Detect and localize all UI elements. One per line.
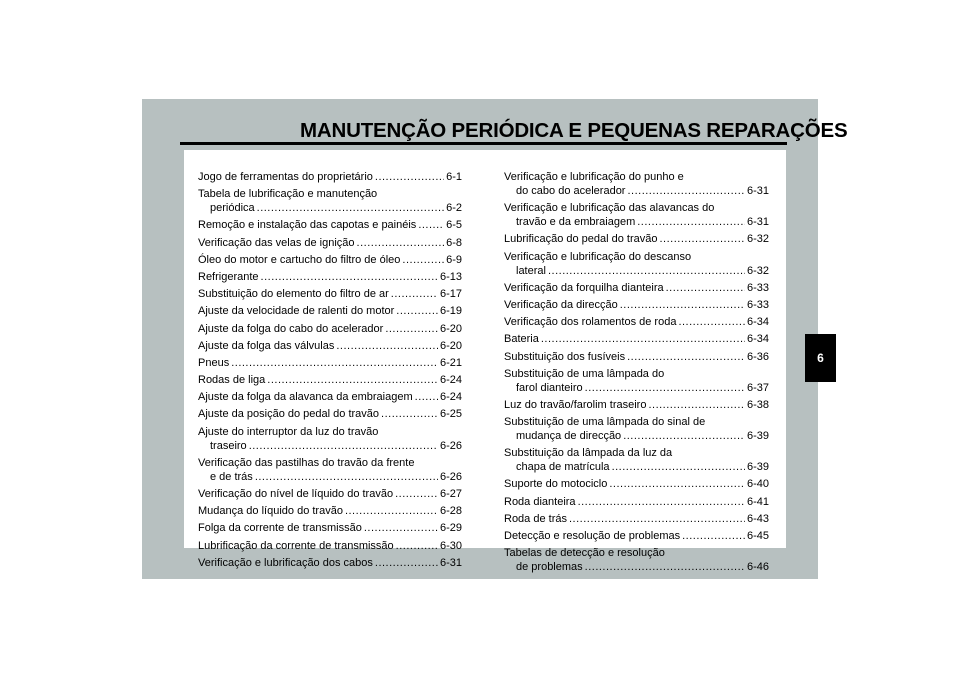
toc-entry[interactable] [198,556,462,570]
toc-entry-page: 6-43 [746,512,769,525]
toc-entry-title: Lubrificação do pedal do travão [504,233,658,246]
toc-entry-title: Verificação da forquilha dianteira [504,281,664,294]
toc-entry-line [504,415,769,429]
toc-entry-title: chapa de matrícula [516,461,610,474]
toc-entry-page: 6-24 [439,391,462,404]
toc-entry-page: 6-26 [439,439,462,452]
toc-column-right [504,170,769,577]
toc-entry[interactable] [504,281,769,295]
toc-entry-title: Refrigerante [198,270,259,283]
toc-entry[interactable] [504,232,769,246]
toc-dot-leader [627,350,745,364]
toc-entry-title: periódica [210,202,255,215]
toc-entry-line [198,287,462,301]
toc-dot-leader [402,253,444,267]
toc-entry-line [504,201,769,215]
toc-entry-line [198,187,462,201]
toc-entry-title: travão e da embraiagem [516,216,636,229]
toc-entry[interactable] [504,477,769,491]
toc-entry-page: 6-9 [446,253,462,266]
toc-entry-page: 6-33 [746,298,769,311]
toc-entry-line [504,332,769,346]
toc-dot-leader [357,236,445,250]
toc-entry-page: 6-29 [439,522,462,535]
toc-entry-line [504,529,769,543]
toc-entry-page: 6-30 [439,539,462,552]
toc-dot-leader [678,315,745,329]
toc-entry[interactable] [198,487,462,501]
toc-dot-leader [415,390,438,404]
toc-entry-line [198,236,462,250]
toc-entry-line [504,512,769,526]
toc-entry-line [198,390,462,404]
toc-entry-title: Verificação e lubrificação do punho e [504,171,684,183]
toc-dot-leader [541,332,745,346]
toc-entry-line [504,184,769,198]
toc-dot-leader [548,264,745,278]
toc-entry[interactable] [198,187,462,215]
toc-entry-line [198,456,462,470]
toc-dot-leader [585,560,745,574]
toc-entry-page: 6-27 [439,488,462,500]
toc-dot-leader [585,381,745,395]
toc-entry-page: 6-26 [439,470,462,483]
toc-entry-title: Ajuste da velocidade de ralenti do motor [198,305,395,318]
toc-entry[interactable] [198,425,462,453]
toc-entry-title: de problemas [516,561,583,574]
toc-entry-title: Substituição da lâmpada da luz da [504,447,673,460]
toc-entry-page: 6-38 [746,398,769,411]
toc-entry-title: Rodas de liga [198,374,266,387]
toc-entry-title: Verificação e lubrificação das alavancas do [504,202,715,215]
toc-entry-title: Jogo de ferramentas do proprietário [198,171,373,183]
toc-entry-line [504,281,769,295]
toc-entry[interactable] [198,456,462,484]
toc-dot-leader [395,487,438,501]
toc-entry[interactable] [198,218,462,232]
toc-dot-leader [612,460,745,474]
toc-entry-line [504,495,769,509]
toc-entry[interactable] [504,332,769,346]
toc-entry-page: 6-45 [746,530,769,542]
toc-dot-leader [364,521,438,535]
toc-entry-line [504,398,769,412]
toc-dot-leader [231,356,438,370]
toc-dot-leader [637,215,745,229]
toc-entry[interactable] [198,270,462,284]
toc-entry-title: Verificação da direcção [504,298,618,311]
toc-dot-leader [391,287,438,301]
toc-entry-page: 6-20 [439,322,462,335]
toc-entry-title: Ajuste da folga da alavanca da embraiagem [198,391,413,404]
toc-entry-line [504,264,769,278]
toc-entry-page: 6-24 [439,374,462,387]
toc-entry-title: Substituição de uma lâmpada do [504,367,665,380]
toc-entry-title: Verificação e lubrificação dos cabos [198,556,373,569]
toc-entry-title: e de trás [210,470,253,483]
toc-entry-line [198,270,462,284]
toc-entry-line [198,218,462,232]
toc-entry[interactable] [504,350,769,364]
toc-dot-leader [255,470,438,484]
toc-dot-leader [381,407,438,421]
toc-entry-page: 6-5 [446,219,462,232]
toc-entry[interactable] [198,504,462,518]
toc-entry-title: Folga da corrente de transmissão [198,522,362,535]
toc-entry[interactable] [198,287,462,301]
toc-entry-page: 6-8 [446,236,462,249]
toc-entry[interactable] [504,512,769,526]
toc-entry-line [504,350,769,364]
toc-panel [184,150,786,574]
toc-entry-line [198,487,462,501]
toc-entry-title: traseiro [210,439,247,452]
toc-entry-page: 6-21 [439,356,462,369]
toc-dot-leader [261,270,438,284]
toc-entry-page: 6-34 [746,316,769,329]
toc-entry-line [504,367,769,381]
toc-entry-page: 6-32 [746,233,769,246]
toc-entry-page: 6-39 [746,430,769,443]
toc-dot-leader [396,539,438,553]
toc-entry-line [198,170,462,184]
toc-dot-leader [627,184,745,198]
toc-entry-line [504,546,769,560]
toc-entry[interactable] [198,521,462,535]
toc-entry-title: Verificação dos rolamentos de roda [504,316,677,329]
toc-entry-page: 6-31 [746,185,769,197]
toc-entry-line [504,460,769,474]
toc-dot-leader [648,398,745,412]
toc-dot-leader [660,232,745,246]
toc-entry-title: Tabelas de detecção e resolução [504,547,665,560]
toc-entry-page: 6-37 [746,381,769,394]
toc-dot-leader [375,170,444,184]
toc-entry[interactable] [198,407,462,421]
toc-entry-line [504,381,769,395]
toc-entry-title: Bateria [504,333,539,346]
toc-entry-line [504,429,769,443]
toc-entry-page: 6-34 [746,333,769,346]
toc-entry[interactable] [198,304,462,318]
toc-entry-line [198,504,462,518]
toc-dot-leader [682,529,745,543]
toc-entry-page: 6-28 [439,505,462,518]
toc-entry-line [504,446,769,460]
toc-entry-line [504,298,769,312]
toc-entry[interactable] [504,367,769,395]
toc-entry[interactable] [198,539,462,553]
toc-entry-title: Óleo do motor e cartucho do filtro de óleo [198,253,401,266]
toc-entry-title: Luz do travão/farolim traseiro [504,398,647,411]
toc-entry-title: Substituição do elemento do filtro de ar [198,288,389,301]
toc-entry-title: Verificação das velas de ignição [198,236,355,249]
toc-dot-leader [396,304,438,318]
toc-entry-line [504,477,769,491]
toc-dot-leader [267,373,438,387]
toc-entry-page: 6-46 [746,561,769,574]
toc-dot-leader [249,439,438,453]
toc-entry-line [504,250,769,264]
toc-entry-line [504,560,769,574]
toc-entry-title: Roda de trás [504,512,567,525]
toc-entry-page: 6-1 [446,171,462,183]
toc-entry-line [198,201,462,215]
toc-entry-line [504,215,769,229]
toc-entry-title: Substituição de uma lâmpada do sinal de [504,416,706,429]
toc-entry[interactable] [504,398,769,412]
toc-entry[interactable] [198,390,462,404]
toc-entry[interactable] [504,315,769,329]
toc-entry[interactable] [504,529,769,543]
toc-dot-leader [257,201,444,215]
toc-entry[interactable] [198,322,462,336]
toc-entry-line [198,373,462,387]
toc-entry-page: 6-31 [746,216,769,229]
toc-entry[interactable] [504,170,769,198]
toc-entry-title: do cabo do acelerador [516,185,626,197]
toc-entry[interactable] [504,415,769,443]
toc-entry-page: 6-17 [439,288,462,301]
toc-entry-page: 6-39 [746,461,769,474]
toc-dot-leader [418,218,444,232]
toc-entry-title: Remoção e instalação das capotas e painéis [198,219,417,232]
title-underline [180,142,787,145]
toc-entry-page: 6-32 [746,264,769,277]
toc-entry-line [198,253,462,267]
toc-entry-line [504,170,769,184]
toc-dot-leader [623,429,745,443]
toc-entry-line [504,232,769,246]
toc-entry-title: Detecção e resolução de problemas [504,530,681,542]
toc-entry[interactable] [198,236,462,250]
toc-entry-page: 6-40 [746,478,769,491]
toc-entry-line [198,356,462,370]
toc-entry-title: Verificação e lubrificação do descanso [504,250,692,263]
toc-dot-leader [569,512,745,526]
toc-entry-line [198,556,462,570]
chapter-tab: 6 [805,334,836,382]
toc-dot-leader [609,477,745,491]
toc-entry-line [198,322,462,336]
toc-entry-page: 6-19 [439,305,462,318]
toc-entry-line [198,521,462,535]
toc-dot-leader [666,281,745,295]
toc-entry-line [198,339,462,353]
toc-entry-title: Verificação das pastilhas do travão da frente [198,456,415,469]
toc-entry[interactable] [198,373,462,387]
toc-entry-line [198,407,462,421]
toc-entry-line [504,315,769,329]
toc-entry[interactable] [198,356,462,370]
toc-entry[interactable] [504,298,769,312]
section-title: MANUTENÇÃO PERIÓDICA E PEQUENAS REPARAÇÕES [300,119,848,142]
toc-entry[interactable] [504,495,769,509]
toc-entry-title: Tabela de lubrificação e manutenção [198,188,378,201]
toc-entry[interactable] [198,339,462,353]
toc-entry-page: 6-41 [746,495,769,508]
toc-entry-title: lateral [516,264,546,277]
toc-entry-page: 6-36 [746,350,769,363]
toc-entry-title: Substituição dos fusíveis [504,350,626,363]
toc-entry-line [198,425,462,439]
toc-entry-page: 6-20 [439,339,462,352]
toc-entry[interactable] [504,201,769,229]
toc-entry-line [198,304,462,318]
toc-dot-leader [375,556,438,570]
toc-dot-leader [385,322,438,336]
toc-entry-line [198,439,462,453]
toc-entry[interactable] [504,250,769,278]
toc-entry-title: mudança de direcção [516,430,622,443]
toc-entry-title: Ajuste da posição do pedal do travão [198,408,380,421]
toc-entry-page: 6-31 [439,556,462,569]
toc-entry-page: 6-13 [439,270,462,283]
toc-entry-title: Ajuste da folga do cabo do acelerador [198,322,384,335]
toc-entry-title: farol dianteiro [516,381,583,394]
toc-entry-title: Ajuste da folga das válvulas [198,339,335,352]
toc-entry[interactable] [504,446,769,474]
toc-entry-line [198,539,462,553]
toc-dot-leader [620,298,745,312]
toc-entry-page: 6-25 [439,408,462,421]
toc-entry[interactable] [504,546,769,574]
toc-entry[interactable] [198,253,462,267]
toc-entry-title: Ajuste do interruptor da luz do travão [198,425,379,438]
toc-entry-title: Pneus [198,356,230,369]
toc-column-left [198,170,462,573]
toc-entry-title: Verificação do nível de líquido do travão [198,488,394,500]
toc-dot-leader [345,504,438,518]
toc-entry-title: Mudança do líquido do travão [198,505,343,518]
toc-dot-leader [336,339,438,353]
toc-entry[interactable] [198,170,462,184]
toc-entry-page: 6-2 [446,202,462,215]
toc-entry-line [198,470,462,484]
toc-entry-title: Lubrificação da corrente de transmissão [198,539,394,552]
toc-entry-title: Suporte do motociclo [504,478,608,491]
toc-entry-page: 6-33 [746,281,769,294]
toc-entry-title: Roda dianteira [504,495,576,508]
toc-dot-leader [578,495,745,509]
